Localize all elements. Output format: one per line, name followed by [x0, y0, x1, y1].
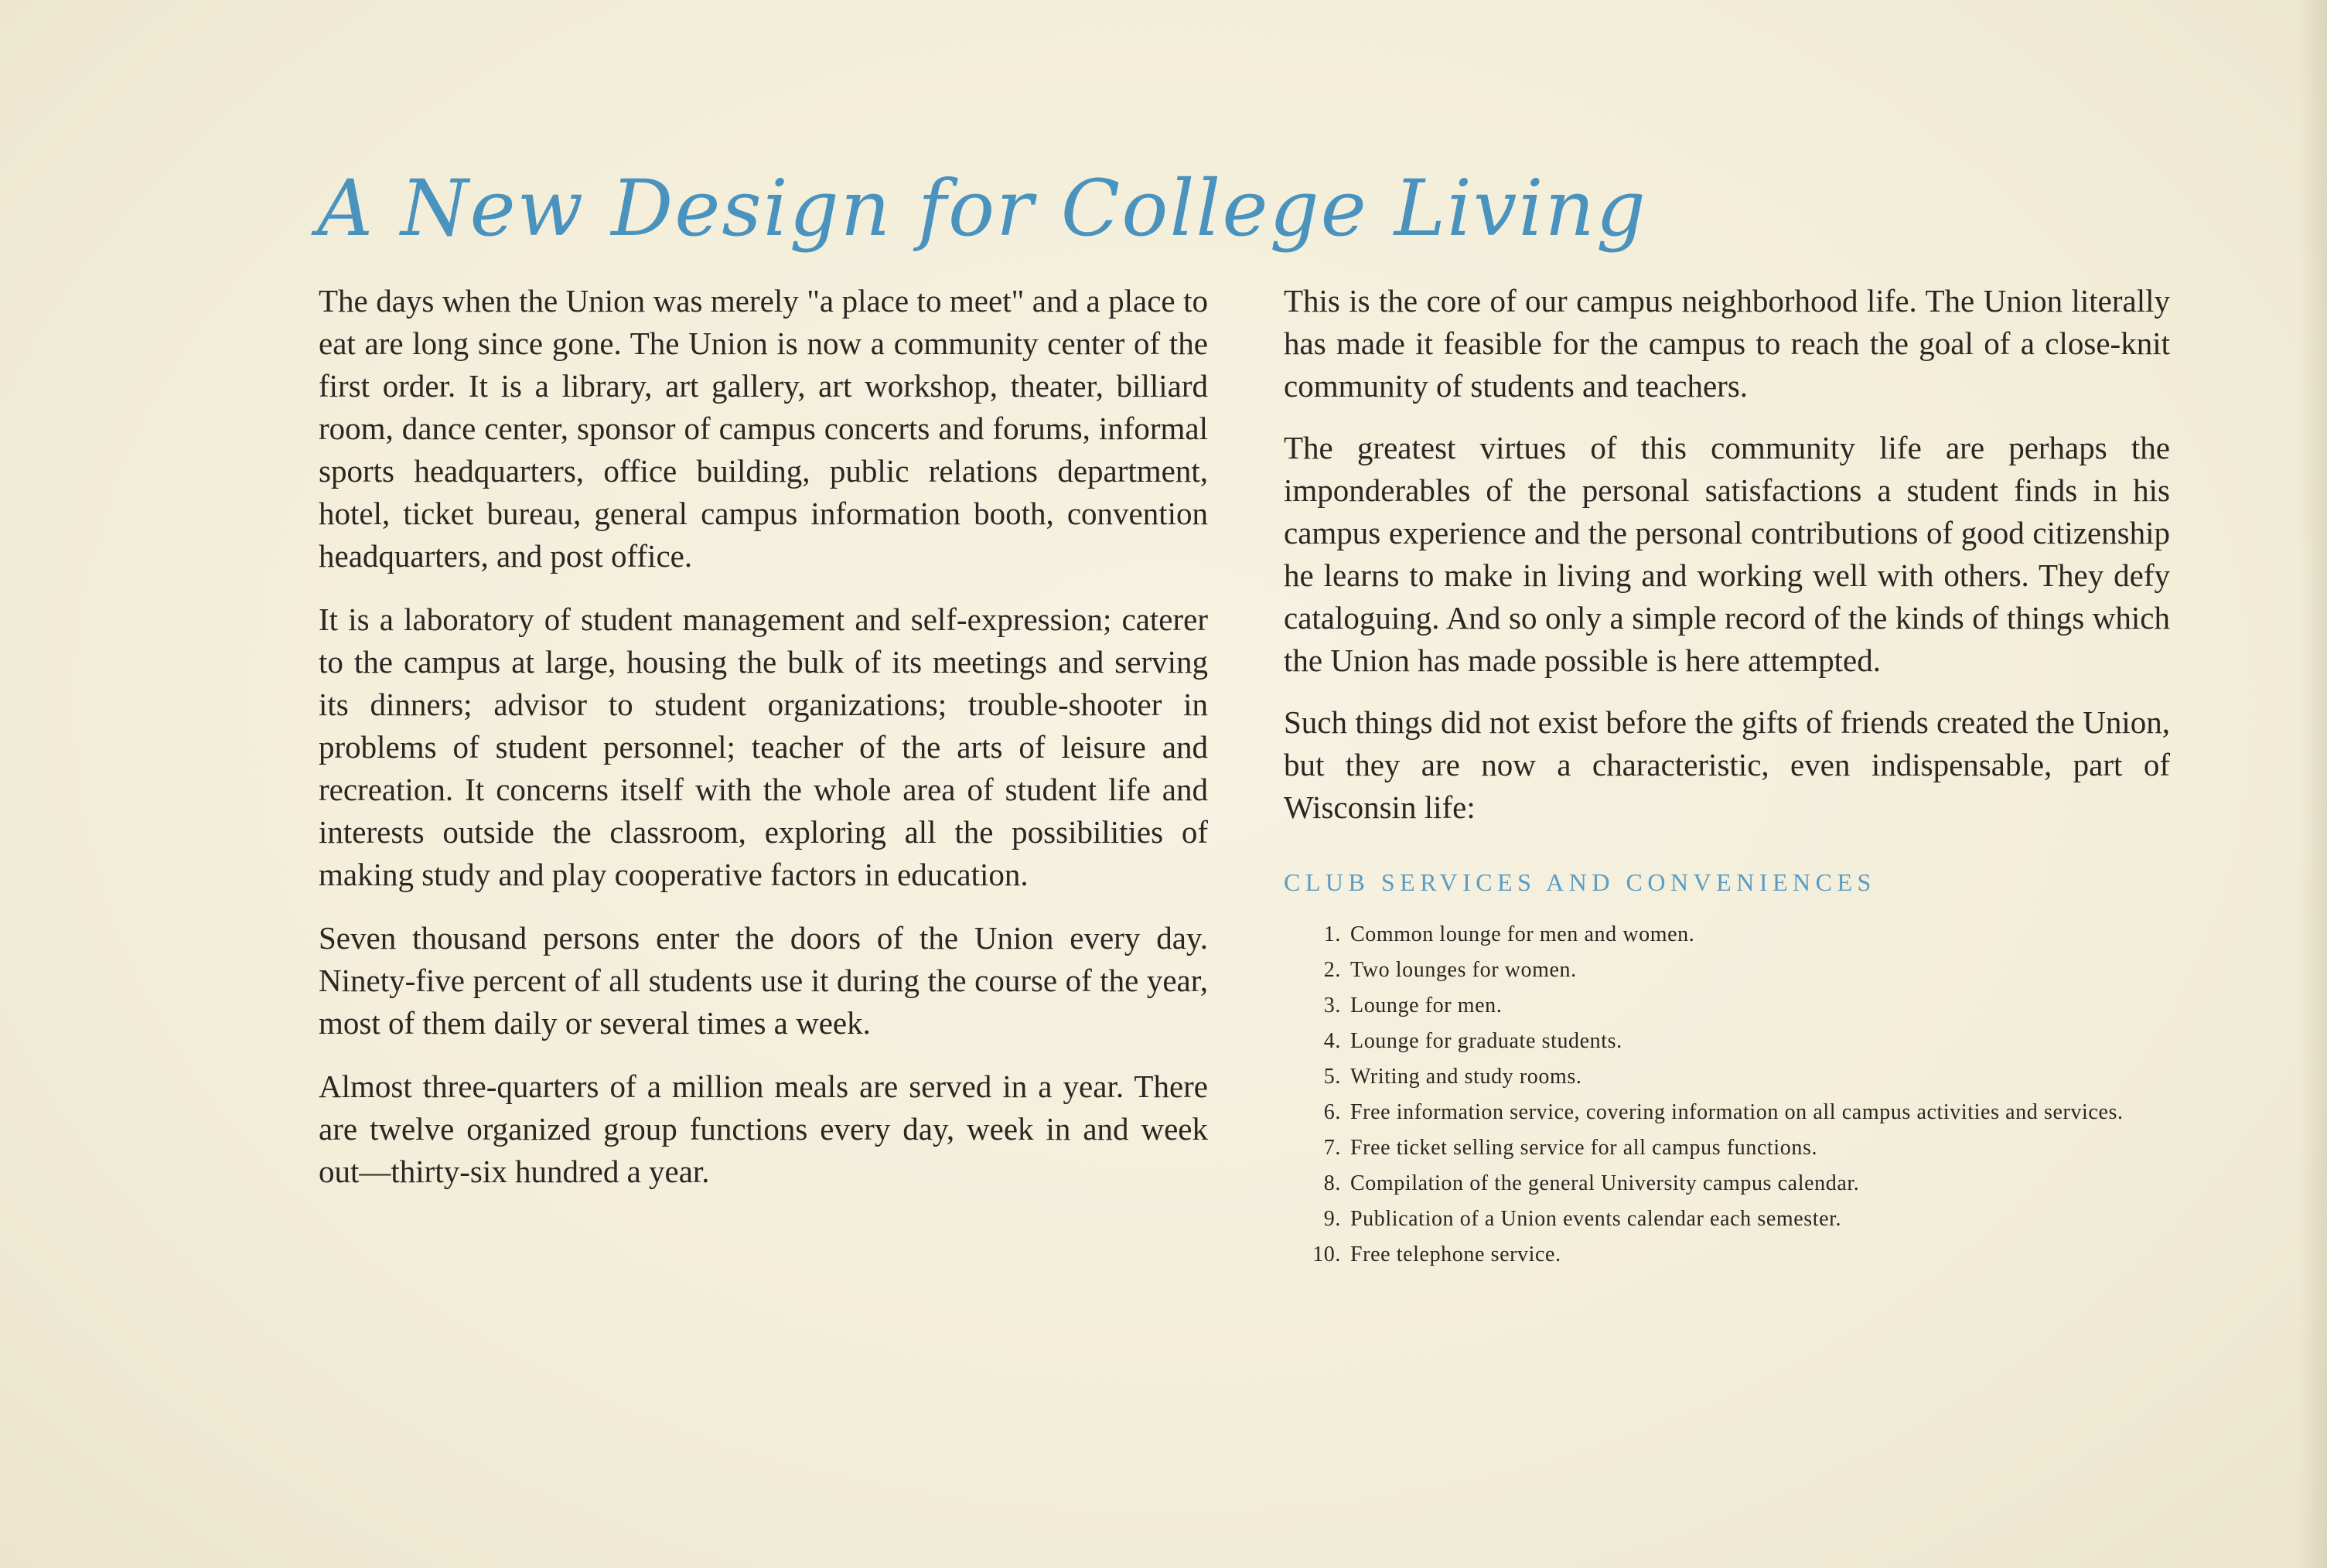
list-text: Free ticket selling service for all campus functions. — [1350, 1136, 1818, 1160]
paragraph: The greatest virtues of this community life are perhaps the imponderables of the personal satisfactions a student finds in his campus experience and the personal contributions of good citizenship he learns to make in living and working well with others. They defy cataloguing. And so only a simple record of the kinds of things which the Union has made possible is here attempted. — [1284, 430, 2170, 678]
list-text: Common lounge for men and women. — [1350, 922, 1695, 946]
paragraph: It is a laboratory of student management and self-expression; caterer to the campus at large, housing the bulk of its meetings and serving its dinners; advisor to student organizations; trouble-shooter in problems of student personnel; teacher of the arts of leisure and recreation. It concerns itself with the whole area of student life and interests outside the classroom, exploring all the possibilities of making study and play cooperative factors in education. — [319, 602, 1208, 892]
list-number: 3. — [1323, 994, 1341, 1017]
list-text: Lounge for men. — [1350, 994, 1503, 1017]
list-number: 5. — [1323, 1065, 1341, 1089]
section-heading: CLUB SERVICES AND CONVENIENCES — [1284, 868, 1876, 896]
list-number: 4. — [1323, 1029, 1341, 1053]
list-item — [1299, 921, 2170, 948]
services-list — [1284, 921, 2170, 1268]
list-item — [1299, 1241, 2170, 1268]
list-number: 6. — [1323, 1100, 1341, 1124]
list-number: 7. — [1323, 1136, 1341, 1160]
list-number: 9. — [1323, 1207, 1341, 1231]
page-title: A New Design for College Living — [317, 163, 1647, 254]
list-number: 2. — [1323, 958, 1341, 982]
list-text: Writing and study rooms. — [1350, 1065, 1582, 1089]
list-item — [1299, 1028, 2170, 1055]
paragraph: Almost three-quarters of a million meals are served in a year. There are twelve organized group functions every day, week in and week out—thirty-six hundred a year. — [319, 1069, 1208, 1189]
list-number: 8. — [1323, 1171, 1341, 1195]
paragraph: This is the core of our campus neighborhood life. The Union literally has made it feasible for the campus to reach the goal of a close-knit community of students and teachers. — [1284, 283, 2170, 404]
right-column — [1284, 280, 2170, 1277]
list-text: Free information service, covering information on all campus activities and services. — [1350, 1100, 2124, 1124]
left-column — [319, 280, 1208, 1214]
paragraph: Such things did not exist before the gifts of friends created the Union, but they are now a characteristic, even indispensable, part of Wisconsin life: — [1284, 704, 2170, 825]
page-edge-shadow — [2299, 0, 2327, 1568]
list-number: 10. — [1312, 1242, 1341, 1266]
list-item — [1299, 1170, 2170, 1197]
list-item — [1299, 1063, 2170, 1090]
list-item — [1299, 992, 2170, 1019]
list-number: 1. — [1323, 922, 1341, 946]
list-item — [1299, 1134, 2170, 1161]
list-text: Lounge for graduate students. — [1350, 1029, 1622, 1053]
list-text: Free telephone service. — [1350, 1242, 1561, 1266]
list-text: Publication of a Union events calendar each semester. — [1350, 1207, 1842, 1231]
list-text: Two lounges for women. — [1350, 958, 1577, 982]
list-item — [1299, 1099, 2170, 1126]
paragraph: Seven thousand persons enter the doors of the Union every day. Ninety-five percent of all students use it during the course of the year, most of them daily or several times a week. — [319, 920, 1208, 1041]
paragraph: The days when the Union was merely "a place to meet" and a place to eat are long since gone. The Union is now a community center of the first order. It is a library, art gallery, art workshop, theater, billiard room, dance center, sponsor of campus concerts and forums, informal sports headquarters, office building, public relations department, hotel, ticket bureau, general campus information booth, convention headquarters, and post office. — [319, 283, 1208, 574]
list-item — [1299, 956, 2170, 983]
list-text: Compilation of the general University campus calendar. — [1350, 1171, 1860, 1195]
list-item — [1299, 1205, 2170, 1232]
